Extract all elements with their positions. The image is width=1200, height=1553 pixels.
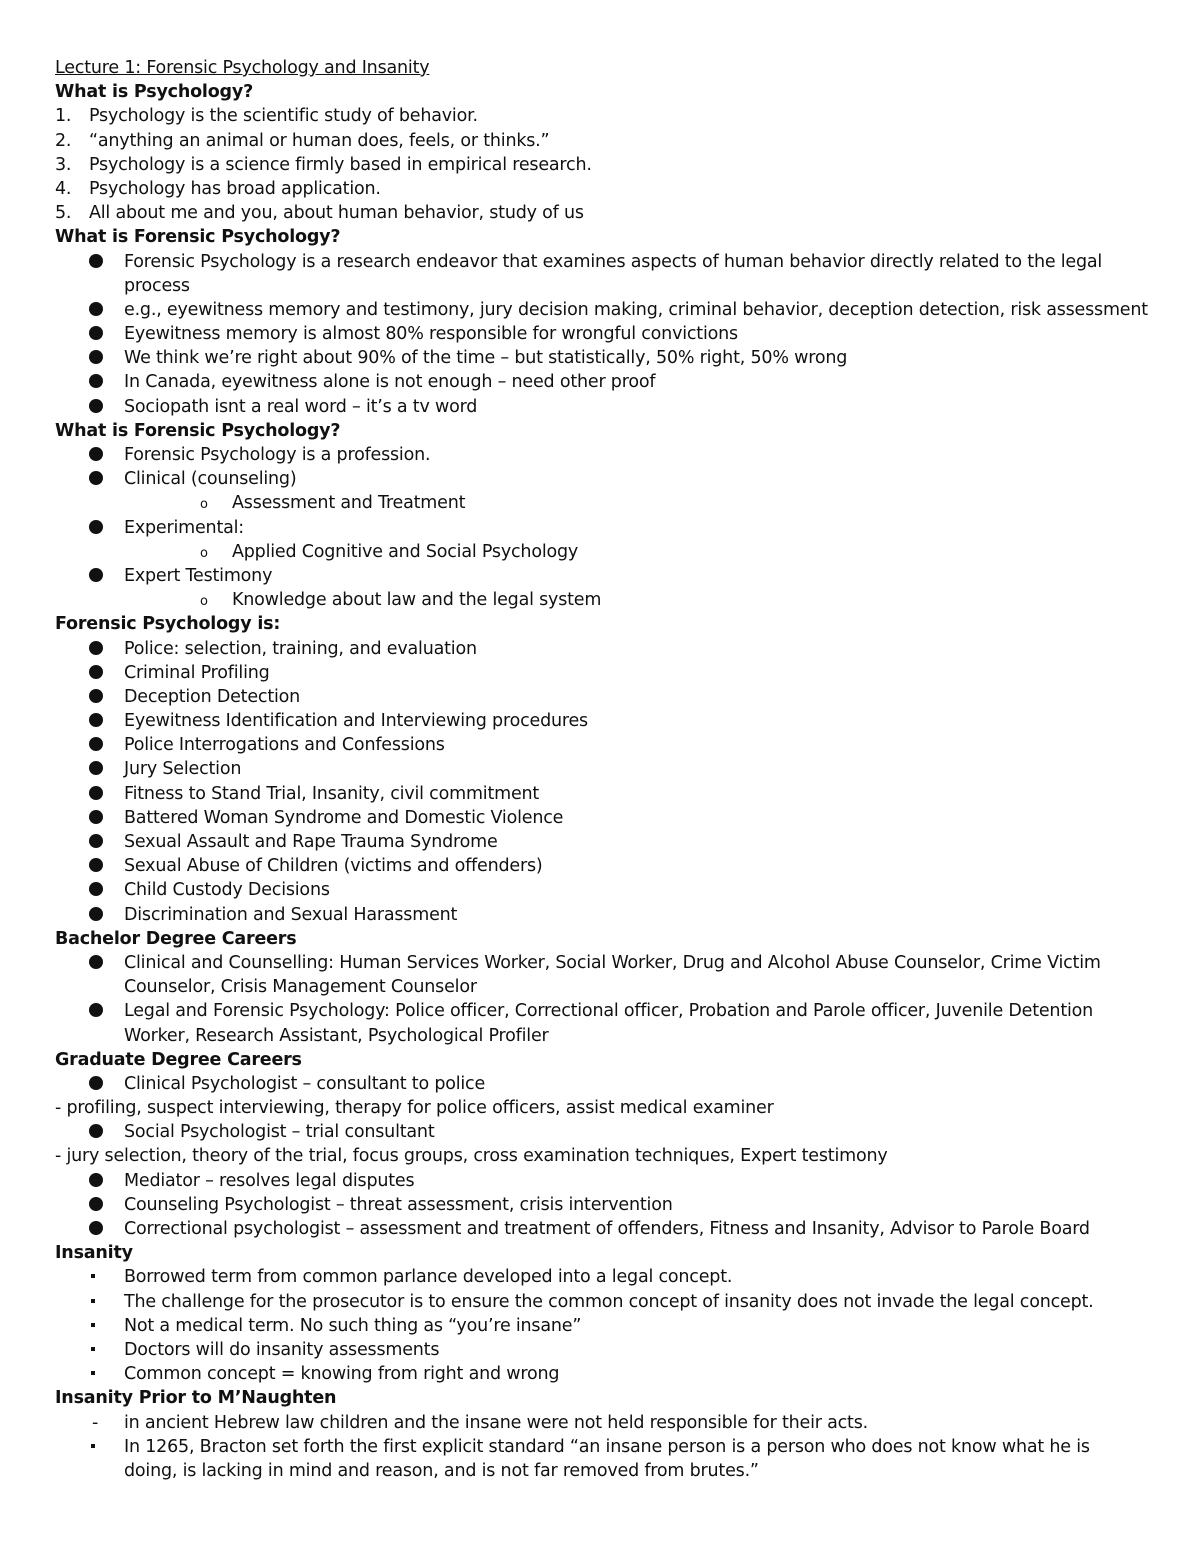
bullet-item: We think we’re right about 90% of the time – but statistically, 50% right, 50% wrong: [55, 346, 1175, 370]
sub-bullet-item: o Applied Cognitive and Social Psychology: [55, 540, 1175, 564]
bullet-dot-icon: [89, 1197, 103, 1211]
bullet-dot-icon: [89, 834, 103, 848]
bullet-dot-icon: [89, 374, 103, 388]
bullet-item: Clinical Psychologist – consultant to police: [55, 1072, 1175, 1096]
detail-line: - jury selection, theory of the trial, focus groups, cross examination techniques, Expert testimony: [55, 1146, 888, 1167]
numbered-item: 3. Psychology is a science firmly based in empirical research.: [55, 154, 592, 175]
section-heading: What is Forensic Psychology?: [55, 227, 341, 248]
bullet-item: Expert Testimony: [55, 564, 1175, 588]
bullet-dot-icon: [89, 882, 103, 896]
bullet-dot-icon: [89, 1173, 103, 1187]
bullet-continuation: Counselor, Crisis Management Counselor: [124, 977, 477, 998]
bullet-dot-icon: [89, 326, 103, 340]
bullet-dot-icon: [89, 810, 103, 824]
bullet-dot-icon: [89, 447, 103, 461]
bullet-item: Sociopath isnt a real word – it’s a tv word: [55, 395, 1175, 419]
bullet-item: Fitness to Stand Trial, Insanity, civil commitment: [55, 782, 1175, 806]
bullet-dot-icon: [89, 1124, 103, 1138]
bullet-item: Deception Detection: [55, 685, 1175, 709]
circle-bullet-icon: o: [200, 545, 208, 561]
bullet-item: Experimental:: [55, 516, 1175, 540]
square-bullet-icon: [91, 1274, 95, 1278]
bullet-item: Eyewitness Identification and Interviewing procedures: [55, 709, 1175, 733]
square-bullet-icon: [91, 1371, 95, 1375]
bullet-dot-icon: [89, 955, 103, 969]
circle-bullet-icon: o: [200, 594, 208, 610]
bullet-item: e.g., eyewitness memory and testimony, jury decision making, criminal behavior, deception detection, risk assessment: [55, 298, 1175, 322]
sub-bullet-item: o Knowledge about law and the legal system: [55, 588, 1175, 612]
bullet-item: Clinical (counseling): [55, 467, 1175, 491]
bullet-dot-icon: [89, 689, 103, 703]
bullet-dot-icon: [89, 1221, 103, 1235]
bullet-continuation: process: [124, 275, 190, 296]
sub-bullet-item: o Assessment and Treatment: [55, 491, 1175, 515]
section-heading: What is Psychology?: [55, 82, 254, 103]
bullet-dot-icon: [89, 1003, 103, 1017]
bullet-dot-icon: [89, 665, 103, 679]
bullet-item: Correctional psychologist – assessment and treatment of offenders, Fitness and Insanity, Advisor to Parole Board: [55, 1217, 1175, 1241]
bullet-item: Legal and Forensic Psychology: Police officer, Correctional officer, Probation and Parole officer, Juvenile Detention: [55, 999, 1175, 1023]
bullet-item: Clinical and Counselling: Human Services Worker, Social Worker, Drug and Alcohol Abuse Counselor, Crime Victim: [55, 951, 1175, 975]
document-page: [55, 56, 1175, 1483]
bullet-dot-icon: [89, 520, 103, 534]
bullet-item: Forensic Psychology is a profession.: [55, 443, 1175, 467]
bullet-dot-icon: [89, 471, 103, 485]
bullet-item: Sexual Abuse of Children (victims and offenders): [55, 854, 1175, 878]
bullet-dot-icon: [89, 786, 103, 800]
numbered-item: 5. All about me and you, about human behavior, study of us: [55, 203, 584, 224]
numbered-item: 4. Psychology has broad application.: [55, 178, 381, 199]
square-bullet-icon: [91, 1347, 95, 1351]
bullet-dot-icon: [89, 713, 103, 727]
bullet-item: Social Psychologist – trial consultant: [55, 1120, 1175, 1144]
bullet-item: Child Custody Decisions: [55, 878, 1175, 902]
bullet-item: Police: selection, training, and evaluation: [55, 637, 1175, 661]
bullet-item: Doctors will do insanity assessments: [55, 1338, 1175, 1362]
bullet-dot-icon: [89, 254, 103, 268]
detail-line: - profiling, suspect interviewing, therapy for police officers, assist medical examiner: [55, 1098, 774, 1119]
bullet-dot-icon: [89, 858, 103, 872]
numbered-item: 2. “anything an animal or human does, feels, or thinks.”: [55, 130, 550, 151]
section-heading: Graduate Degree Careers: [55, 1049, 302, 1070]
square-bullet-icon: [91, 1299, 95, 1303]
bullet-item: Jury Selection: [55, 757, 1175, 781]
bullet-dot-icon: [89, 302, 103, 316]
circle-bullet-icon: o: [200, 497, 208, 513]
bullet-item: In 1265, Bracton set forth the first explicit standard “an insane person is a person who does not know what he is: [55, 1435, 1175, 1459]
bullet-continuation: Worker, Research Assistant, Psychological Profiler: [124, 1025, 549, 1046]
bullet-item: Discrimination and Sexual Harassment: [55, 903, 1175, 927]
numbered-item: 1. Psychology is the scientific study of behavior.: [55, 106, 478, 127]
lecture-title: Lecture 1: Forensic Psychology and Insanity: [55, 58, 430, 78]
bullet-dot-icon: [89, 641, 103, 655]
bullet-item: In Canada, eyewitness alone is not enough – need other proof: [55, 370, 1175, 394]
bullet-item: Borrowed term from common parlance developed into a legal concept.: [55, 1265, 1175, 1289]
section-heading: Forensic Psychology is:: [55, 614, 281, 635]
bullet-item: Sexual Assault and Rape Trauma Syndrome: [55, 830, 1175, 854]
section-heading: What is Forensic Psychology?: [55, 420, 341, 441]
bullet-item: Counseling Psychologist – threat assessment, crisis intervention: [55, 1193, 1175, 1217]
bullet-dot-icon: [89, 1076, 103, 1090]
bullet-item: Forensic Psychology is a research endeavor that examines aspects of human behavior directly related to the legal: [55, 250, 1175, 274]
bullet-dot-icon: [89, 761, 103, 775]
bullet-item: Not a medical term. No such thing as “you’re insane”: [55, 1314, 1175, 1338]
bullet-item: Mediator – resolves legal disputes: [55, 1169, 1175, 1193]
bullet-dot-icon: [89, 399, 103, 413]
square-bullet-icon: [91, 1444, 95, 1448]
bullet-dot-icon: [89, 350, 103, 364]
bullet-item: Eyewitness memory is almost 80% responsible for wrongful convictions: [55, 322, 1175, 346]
bullet-dot-icon: [89, 907, 103, 921]
bullet-item: Battered Woman Syndrome and Domestic Violence: [55, 806, 1175, 830]
bullet-item: - in ancient Hebrew law children and the insane were not held responsible for their acts.: [55, 1411, 1175, 1435]
bullet-item: Criminal Profiling: [55, 661, 1175, 685]
bullet-dot-icon: [89, 737, 103, 751]
bullet-continuation: doing, is lacking in mind and reason, and is not far removed from brutes.”: [124, 1460, 759, 1481]
square-bullet-icon: [91, 1323, 95, 1327]
bullet-item: Police Interrogations and Confessions: [55, 733, 1175, 757]
bullet-dot-icon: [89, 568, 103, 582]
bullet-item: The challenge for the prosecutor is to ensure the common concept of insanity does not invade the legal concept.: [55, 1290, 1175, 1314]
section-heading: Insanity: [55, 1243, 133, 1264]
section-heading: Insanity Prior to M’Naughten: [55, 1388, 337, 1409]
bullet-item: Common concept = knowing from right and wrong: [55, 1362, 1175, 1386]
section-heading: Bachelor Degree Careers: [55, 928, 297, 949]
dash-bullet-icon: -: [92, 1412, 99, 1433]
